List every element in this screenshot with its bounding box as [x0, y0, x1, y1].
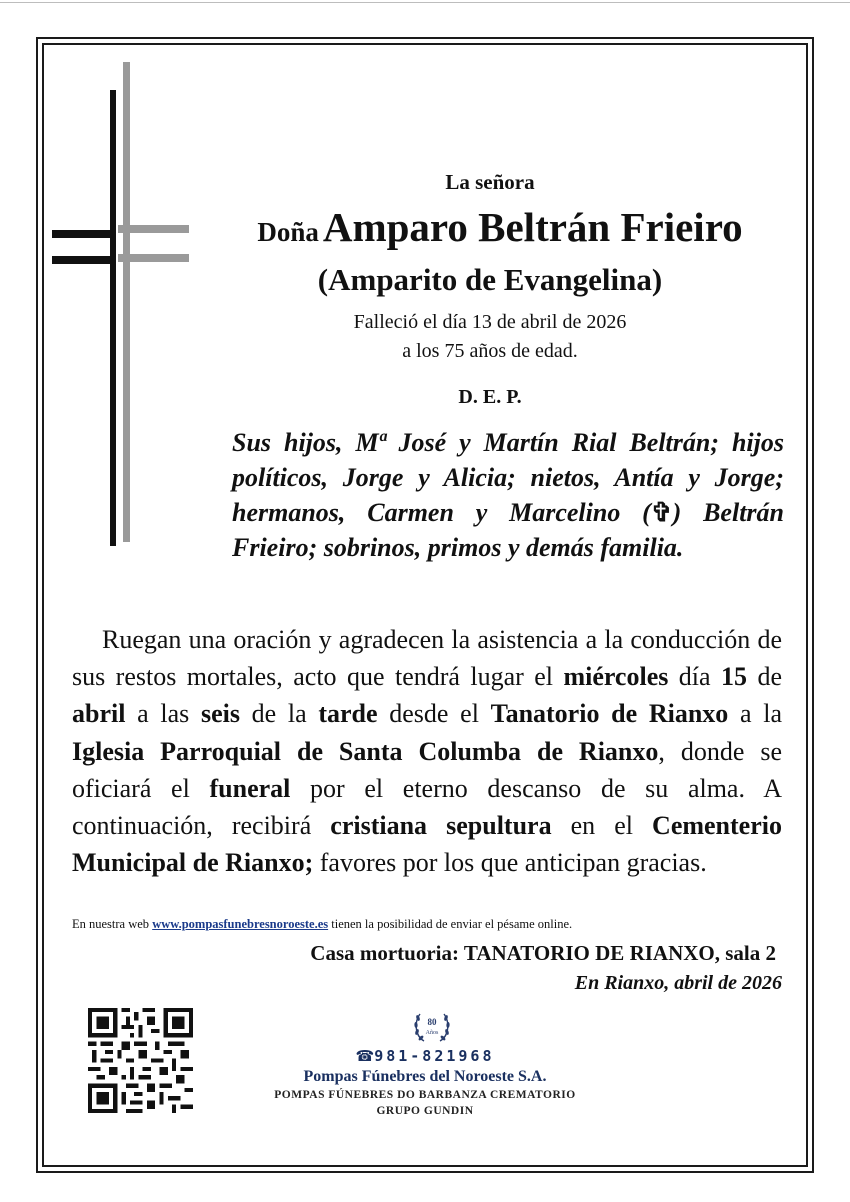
text: , donde se oficiará el [72, 736, 783, 803]
announcement-text [72, 621, 782, 881]
death-date: Falleció el día 13 de abril de 2026 [353, 311, 627, 333]
bold-text: Cementerio Municipal de Rianxo; [72, 811, 782, 878]
deceased-name [180, 203, 820, 251]
family-text-1: Sus hijos, Mª José y Martín Rial Beltrán; hijos políticos, Jorge y Alicia; nietos, Antía y Jorge; hermanos, Carmen y Marcelino ( [232, 428, 784, 527]
casa-mortuoria: Casa mortuoria: TANATORIO DE RIANXO, sala 2 [310, 941, 776, 965]
death-info [240, 308, 740, 366]
qr-code-icon[interactable] [88, 1008, 193, 1113]
bold-text: funeral [209, 773, 291, 803]
bold-text: tarde [318, 699, 378, 729]
alias: (Amparito de Evangelina) [317, 262, 663, 297]
website-link[interactable]: www.pompasfunebresnoroeste.es [152, 917, 329, 931]
text: a la [728, 699, 782, 729]
name: Amparo Beltrán Frieiro [322, 204, 743, 250]
text: de la [239, 699, 319, 729]
text: desde el [377, 699, 491, 729]
name-prefix: Doña [257, 217, 319, 247]
text: en el [551, 811, 653, 841]
text: por el eterno descanso de su alma. A continuación, recibirá [72, 773, 782, 841]
bold-text: 15 [721, 662, 748, 692]
badge-number: 80 [427, 1017, 437, 1027]
phone-line [300, 1047, 550, 1065]
bold-text: cristiana sepultura [330, 811, 552, 841]
text: favores por los que anticipan gracias. [313, 848, 707, 878]
bold-text: Tanatorio de Rianxo [490, 699, 729, 729]
age: a los 75 años de edad. [402, 340, 578, 362]
web-note [72, 917, 782, 932]
place-date: En Rianxo, abril de 2026 [574, 972, 782, 994]
web-note-suffix: tienen la posibilidad de enviar el pésame online. [328, 917, 573, 931]
top-divider [0, 2, 850, 3]
text: Ruegan una oración y agradecen la asistencia a la conducción de sus restos mortales, acto que tendrá lugar el [72, 625, 782, 692]
bold-text: seis [200, 699, 240, 729]
badge-word: Años [425, 1030, 439, 1036]
phone-number[interactable]: 981-821968 [374, 1047, 495, 1065]
cross-icon [52, 62, 192, 548]
honorific: La señora [445, 170, 535, 194]
bold-text: Iglesia Parroquial de Santa Columba de Rianxo [72, 736, 659, 766]
text: a las [125, 699, 201, 729]
company-name: Pompas Fúnebres del Noroeste S.A. [303, 1068, 547, 1085]
family-list [232, 425, 784, 565]
family-text-2: ) Beltrán Frieiro; sobrinos, primos y demás familia. [232, 498, 784, 562]
bold-text: miércoles [563, 662, 669, 692]
company-subtitle: POMPAS FÚNEBRES DO BARBANZA CREMATORIO [274, 1089, 576, 1101]
deceased-symbol: ✞ [650, 498, 673, 527]
text: de [747, 662, 782, 692]
group-name: GRUPO GUNDIN [376, 1105, 474, 1117]
laurel-badge-icon [411, 1008, 453, 1048]
text: día [668, 662, 722, 692]
dep: D. E. P. [458, 386, 522, 408]
bold-text: abril [72, 699, 126, 729]
web-note-prefix: En nuestra web [72, 917, 153, 931]
telephone-icon: ☎ [355, 1047, 375, 1065]
